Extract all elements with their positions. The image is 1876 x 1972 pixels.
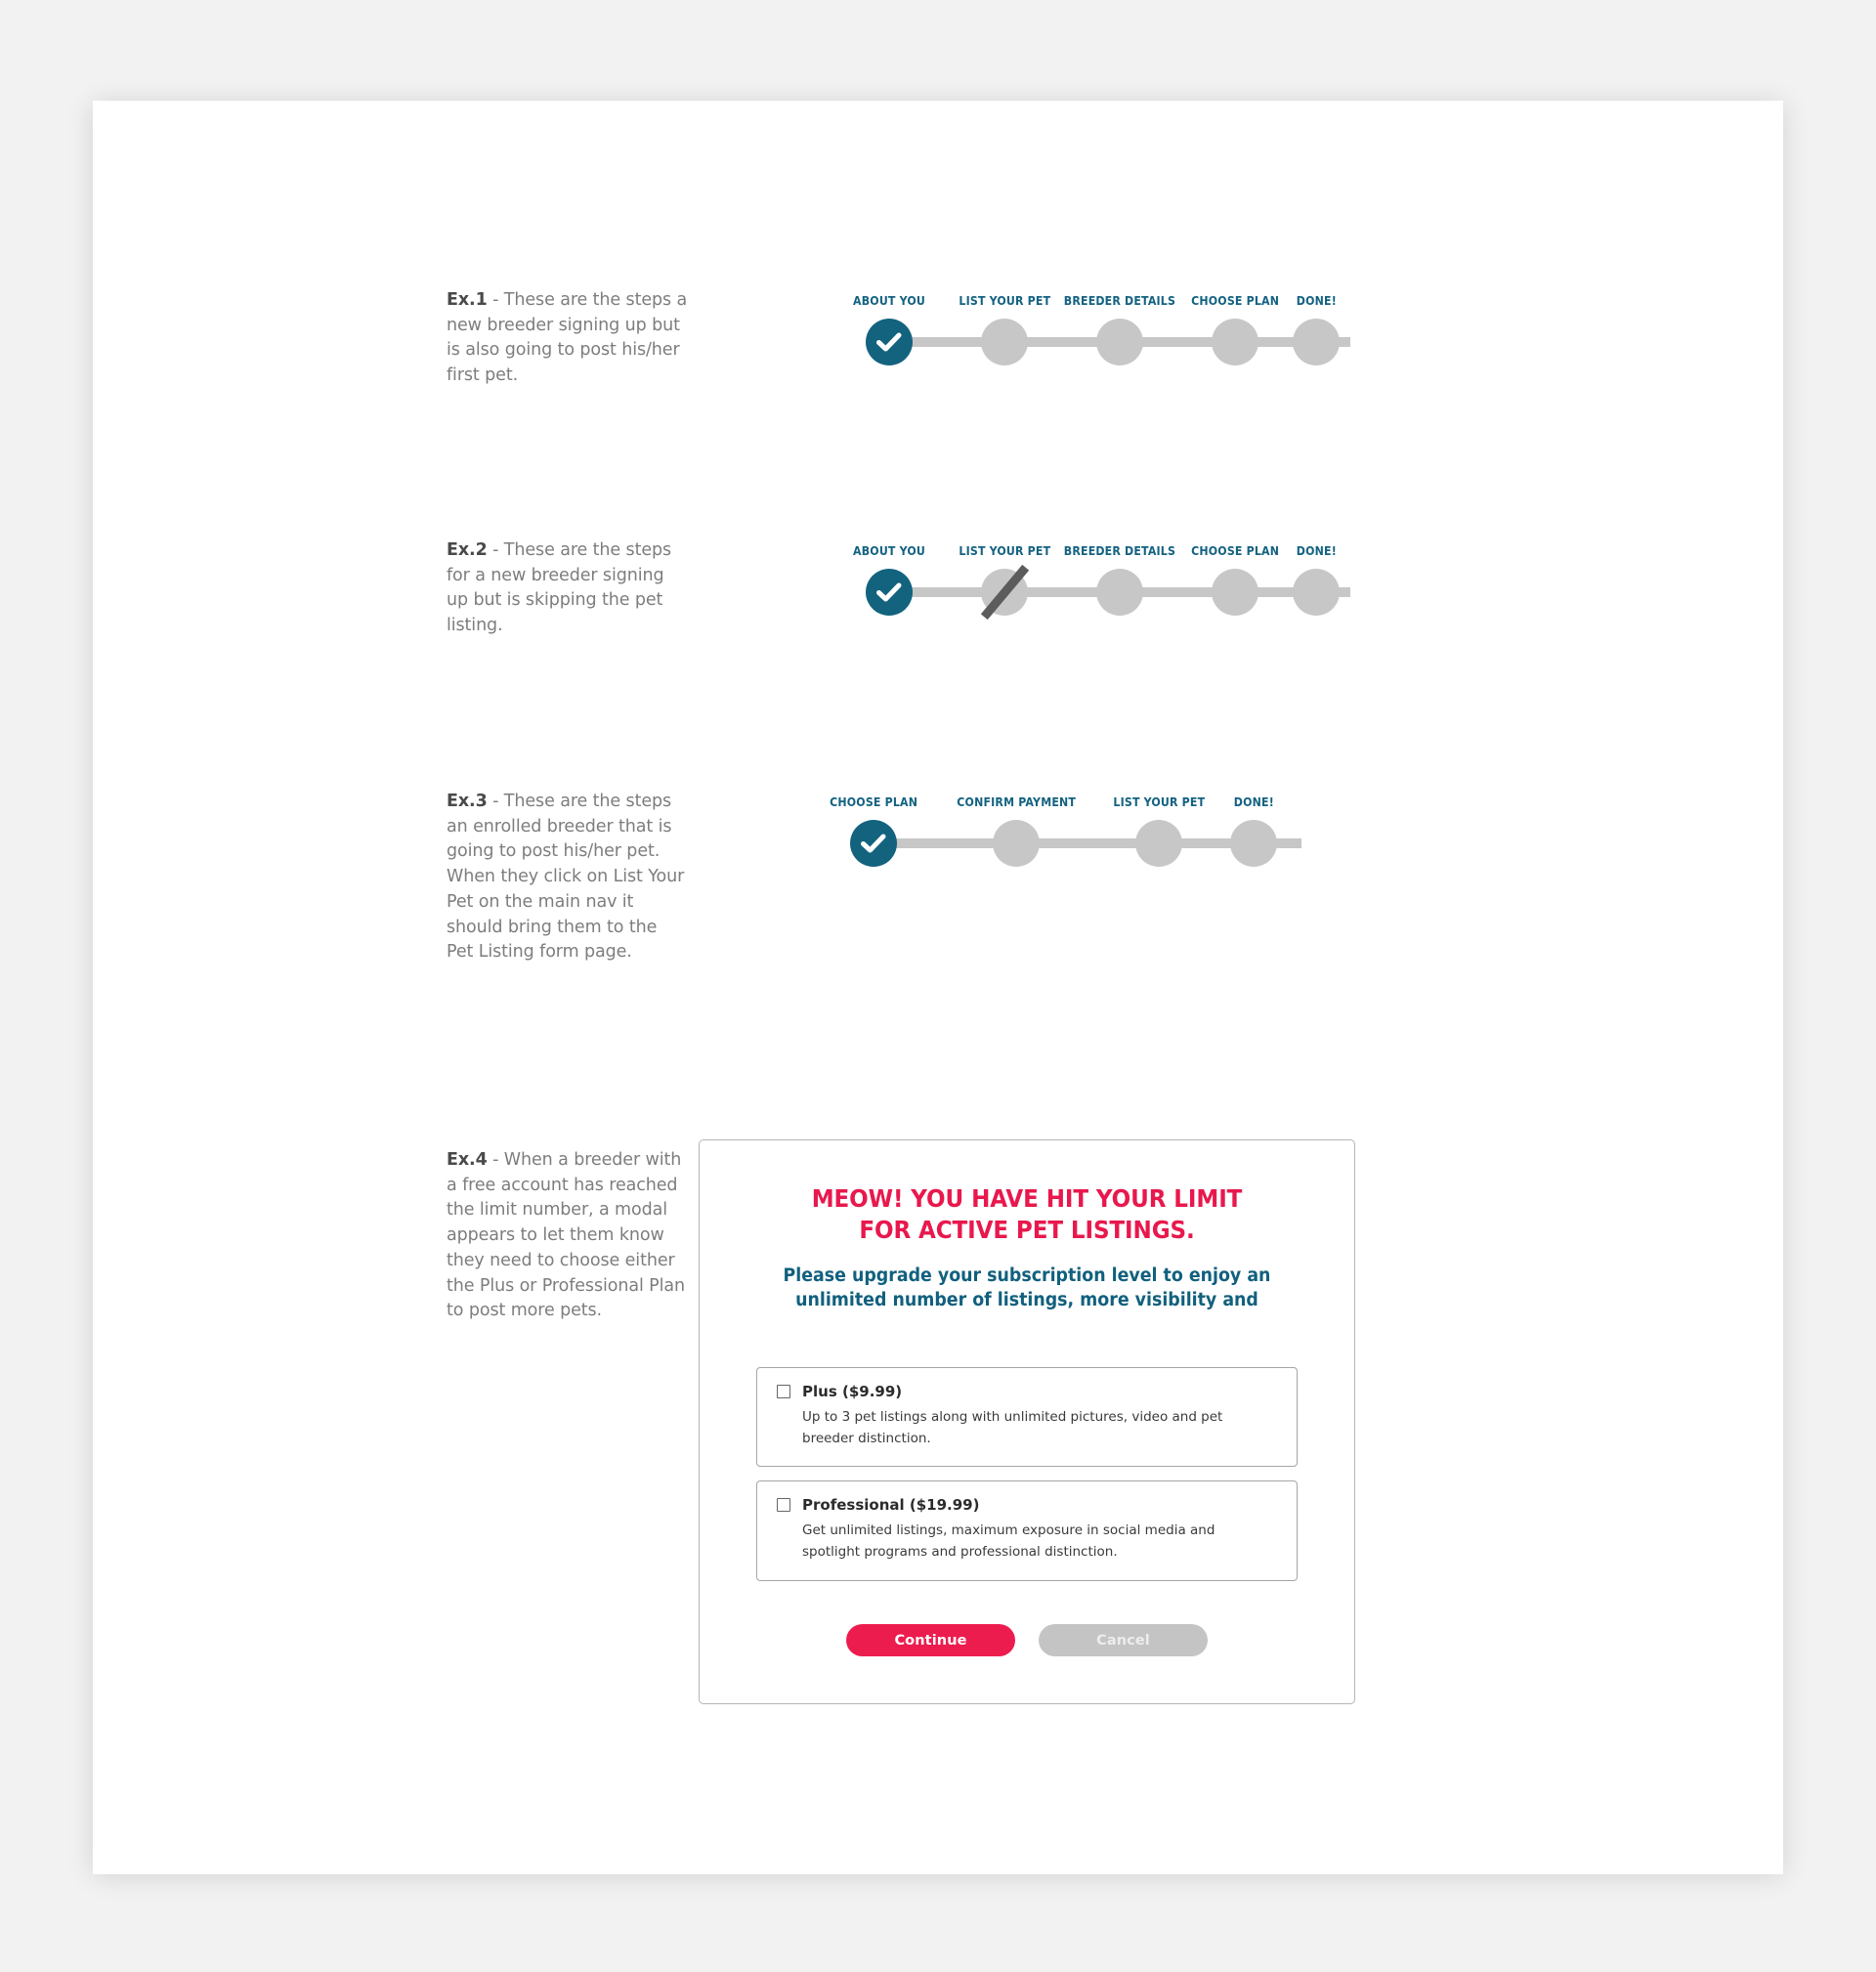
step-node-pending[interactable]: [1096, 569, 1143, 616]
step-node-pending[interactable]: [1212, 569, 1258, 616]
step-2-1[interactable]: [831, 543, 947, 616]
plan-option-plus[interactable]: [756, 1367, 1298, 1468]
step-3-4[interactable]: [1230, 794, 1277, 867]
step-node-wrap: [1096, 569, 1143, 616]
modal-subtitle: [756, 1264, 1298, 1313]
step-1-1[interactable]: [831, 293, 947, 365]
step-node-wrap: [1293, 569, 1340, 616]
example-row-3: [447, 790, 1277, 965]
stepper-1-steps: [831, 293, 1340, 365]
wireframe-sheet: [93, 101, 1783, 1874]
step-node-wrap: [850, 820, 897, 867]
step-node-complete[interactable]: [866, 319, 913, 365]
step-3-2[interactable]: [945, 794, 1087, 867]
step-label: LIST YOUR PET: [959, 543, 1050, 558]
example-4-description: [447, 1148, 688, 1324]
plan-option-professional-header: [777, 1496, 1277, 1514]
step-label: LIST YOUR PET: [1113, 794, 1205, 809]
step-label: DONE!: [1296, 293, 1337, 308]
example-3-description: [447, 790, 688, 965]
step-node-pending[interactable]: [1135, 820, 1182, 867]
example-1-lead: Ex.1: [447, 290, 488, 310]
plan-option-plus-description: Up to 3 pet listings along with unlimited pictures, video and pet breeder distinction.: [802, 1408, 1223, 1446]
step-node-wrap: [1293, 319, 1340, 365]
step-3-1[interactable]: [802, 794, 945, 867]
step-node-pending[interactable]: [1293, 569, 1340, 616]
step-1-3[interactable]: [1062, 293, 1177, 365]
step-node-wrap: [1230, 820, 1277, 867]
plan-option-plus-header: [777, 1383, 1277, 1400]
step-label: ABOUT YOU: [853, 543, 925, 558]
step-label: DONE!: [1233, 794, 1274, 809]
example-4-body: - When a breeder with a free account has reached the limit number, a modal appears to let them know they need to choose either the Plus or Professional Plan to post more pets.: [447, 1150, 685, 1321]
modal-title: [756, 1183, 1298, 1247]
plan-option-professional-name: Professional ($19.99): [802, 1496, 980, 1515]
plan-option-professional-description: Get unlimited listings, maximum exposure in social media and spotlight programs and professional distinction.: [802, 1522, 1215, 1561]
step-1-5[interactable]: [1293, 293, 1340, 365]
step-label: BREEDER DETAILS: [1063, 543, 1176, 558]
step-node-wrap: [981, 569, 1028, 616]
plan-option-plus-name: Plus ($9.99): [802, 1382, 903, 1400]
plan-options-list: [756, 1367, 1298, 1581]
step-node-pending[interactable]: [993, 820, 1040, 867]
modal-actions: [756, 1624, 1298, 1656]
example-row-4: [447, 1148, 688, 1324]
step-node-complete[interactable]: [866, 569, 913, 616]
step-label: CHOOSE PLAN: [1191, 543, 1279, 558]
step-node-pending[interactable]: [1096, 319, 1143, 365]
cancel-button[interactable]: Cancel: [1039, 1624, 1208, 1656]
plan-option-plus-checkbox[interactable]: [777, 1385, 790, 1398]
step-2-3[interactable]: [1062, 543, 1177, 616]
example-4-lead: Ex.4: [447, 1150, 488, 1170]
example-3-body: - These are the steps an enrolled breeder that is going to post his/her pet. When they click on List Your Pet on the main nav it should bring them to the Pet Listing form page.: [447, 792, 685, 963]
modal-title-line-1: MEOW! YOU HAVE HIT YOUR LIMIT: [811, 1184, 1243, 1213]
step-node-wrap: [1096, 319, 1143, 365]
step-label: ABOUT YOU: [853, 293, 925, 308]
example-1-body: - These are the steps a new breeder signing up but is also going to post his/her first pet.: [447, 290, 688, 386]
check-icon: [861, 834, 886, 853]
check-icon: [876, 332, 902, 352]
modal-subtitle-line-2: unlimited number of listings, more visibility and: [795, 1290, 1258, 1311]
step-node-wrap: [1212, 319, 1258, 365]
step-label: LIST YOUR PET: [959, 293, 1050, 308]
stepper-3-steps: [802, 794, 1277, 867]
step-2-2[interactable]: [947, 543, 1062, 616]
step-node-pending[interactable]: [1212, 319, 1258, 365]
step-label: DONE!: [1296, 543, 1337, 558]
plan-option-professional-checkbox[interactable]: [777, 1498, 790, 1512]
step-node-wrap: [993, 820, 1040, 867]
step-node-wrap: [1135, 820, 1182, 867]
step-label: CONFIRM PAYMENT: [957, 794, 1076, 809]
stepper-2-steps: [831, 543, 1340, 616]
step-node-pending[interactable]: [981, 319, 1028, 365]
step-2-4[interactable]: [1177, 543, 1293, 616]
stepper-1: [831, 293, 1340, 365]
stepper-3: [802, 794, 1277, 867]
step-node-wrap: [866, 569, 913, 616]
step-label: BREEDER DETAILS: [1063, 293, 1176, 308]
step-1-4[interactable]: [1177, 293, 1293, 365]
step-1-2[interactable]: [947, 293, 1062, 365]
step-node-wrap: [981, 319, 1028, 365]
modal-subtitle-line-1: Please upgrade your subscription level to enjoy an: [783, 1265, 1271, 1286]
step-label: CHOOSE PLAN: [830, 794, 917, 809]
example-1-description: [447, 288, 688, 389]
example-2-description: [447, 538, 688, 639]
example-row-2: [447, 538, 1340, 639]
step-node-pending[interactable]: [1293, 319, 1340, 365]
step-node-pending[interactable]: [1230, 820, 1277, 867]
step-node-complete[interactable]: [850, 820, 897, 867]
check-icon: [876, 582, 902, 602]
stepper-2: [831, 543, 1340, 616]
example-2-lead: Ex.2: [447, 540, 488, 560]
upgrade-limit-modal: [699, 1139, 1355, 1704]
step-node-wrap: [1212, 569, 1258, 616]
modal-title-line-2: FOR ACTIVE PET LISTINGS.: [859, 1216, 1195, 1245]
example-2-body: - These are the steps for a new breeder signing up but is skipping the pet listing.: [447, 540, 672, 636]
step-2-5[interactable]: [1293, 543, 1340, 616]
example-3-lead: Ex.3: [447, 792, 488, 811]
step-label: CHOOSE PLAN: [1191, 293, 1279, 308]
plan-option-professional[interactable]: [756, 1480, 1298, 1581]
step-3-3[interactable]: [1087, 794, 1230, 867]
continue-button[interactable]: Continue: [846, 1624, 1015, 1656]
step-node-wrap: [866, 319, 913, 365]
example-row-1: [447, 288, 1340, 389]
